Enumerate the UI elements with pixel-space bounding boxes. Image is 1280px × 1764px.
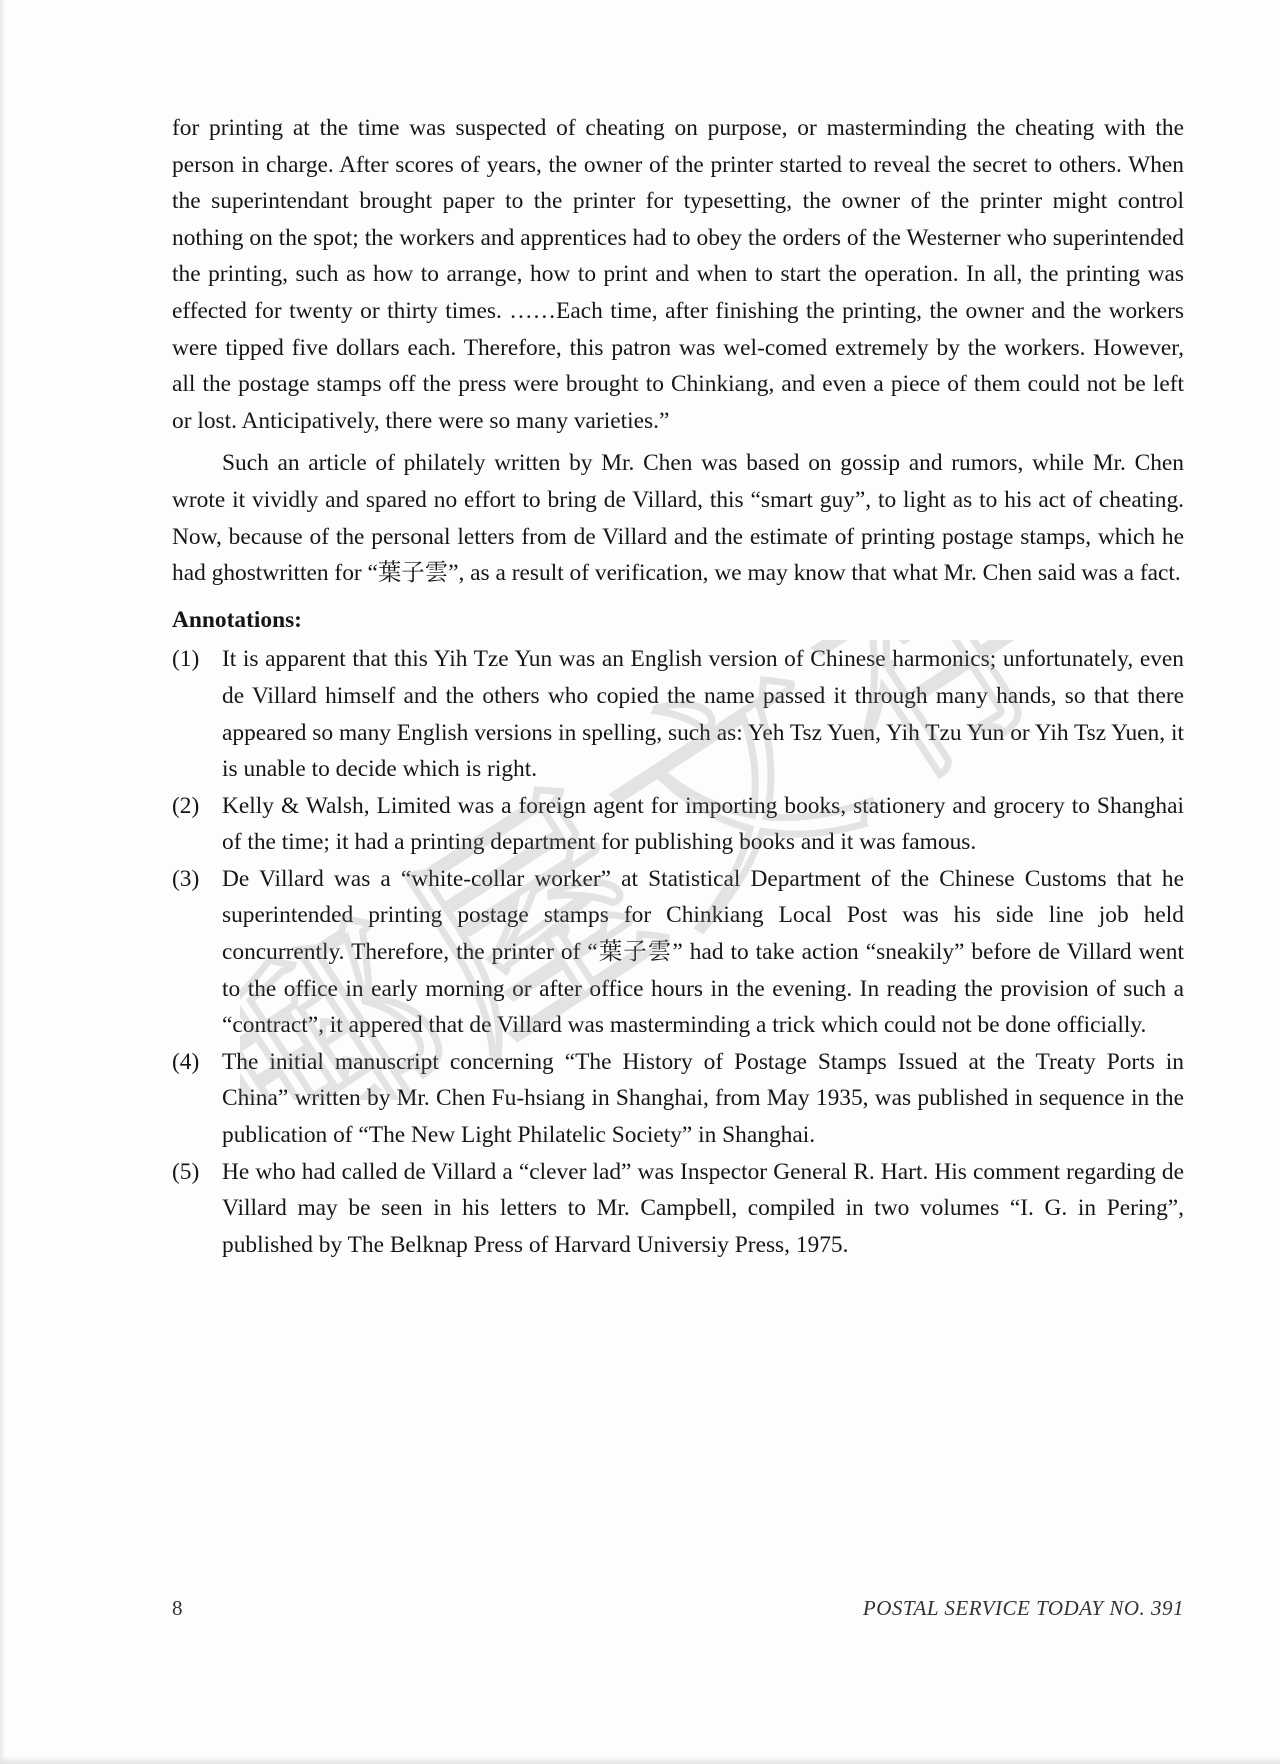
annotation-text: It is apparent that this Yih Tze Yun was an English version of Chinese harmonics; unfortunately, even de Villard himself and the others who copied the name passed it through many hands, so that there appeared so many English versions in spelling, such as: Yeh Tsz Yuen, Yih Tzu Yun or Yih Tsz Yuen, it is unable to decide which is right. [222, 646, 1184, 783]
page-edge-shadow [0, 0, 6, 1764]
annotation-item [172, 641, 1184, 787]
annotation-text: He who had called de Villard a “clever lad” was Inspector General R. Hart. His comment regarding de Villard may be seen in his letters to Mr. Campbell, compiled in two volumes “I. G. in Pering”, published by The Belknap Press of Harvard Universiy Press, 1975. [222, 1158, 1184, 1258]
annotation-text: Kelly & Walsh, Limited was a foreign agent for importing books, stationery and grocery to Shanghai of the time; it had a printing department for publishing books and it was famous. [222, 792, 1184, 856]
page-number: 8 [172, 1596, 183, 1620]
body-paragraph-2: Such an article of philately written by Mr. Chen was based on gossip and rumors, while Mr. Chen wrote it vividly and spared no effort to bring de Villard, this “smart guy”, to light as to his act of cheating. Now, because of the personal letters from de Villard and the estimate of printing postage stamps, which he had ghostwritten for “葉子雲”, as a result of verification, we may know that what Mr. Chen said was a fact. [172, 450, 1184, 587]
annotation-item [172, 788, 1184, 861]
annotation-text: The initial manuscript concerning “The History of Postage Stamps Issued at the Treaty Ports in China” written by Mr. Chen Fu-hsiang in Shanghai, from May 1935, was published in sequence in the publication of “The New Light Philatelic Society” in Shanghai. [222, 1048, 1184, 1149]
publication-title: POSTAL SERVICE TODAY NO. 391 [862, 1596, 1184, 1620]
annotations-heading: Annotations: [172, 606, 302, 633]
annotation-number: (4) [172, 1048, 200, 1075]
annotation-number: (5) [172, 1158, 200, 1185]
body-paragraph-1: for printing at the time was suspected of cheating on purpose, or masterminding the cheating with the person in charge. After scores of years, the owner of the printer started to reveal the secret to others. When the superintendant brought paper to the printer for typesetting, the owner of the printer might control nothing on the spot; the workers and apprentices had to obey the orders of the Westerner who superintended the printing, such as how to arrange, how to print and when to start the operation. In all, the printing was effected for twenty or thirty times. ……Each time, after finishing the printing, the owner and the workers were tipped five dollars each. Therefore, this patron was wel-comed extremely by the workers. However, all the postage stamps off the press were brought to Chinkiang, and even a piece of them could not be left or lost. Anticipatively, there were so many varieties.” [172, 115, 1184, 434]
annotations-list [172, 641, 1184, 1263]
page-edge-shadow-bottom [0, 1756, 1280, 1764]
annotation-text: De Villard was a “white-collar worker” at Statistical Department of the Chinese Customs that he superintended printing postage stamps for Chinkiang Local Post was his side line job held concurrently. Therefore, the printer of “葉子雲” had to take action “sneakily” before de Villard went to the office in early morning or after office hours in the evening. In reading the provision of such a “contract”, it appered that de Villard was masterminding a trick which could not be done officially. [222, 865, 1184, 1039]
document-page [172, 110, 1184, 1263]
annotation-number: (2) [172, 792, 200, 819]
annotation-number: (1) [172, 646, 200, 673]
annotation-item [172, 1154, 1184, 1264]
annotation-item [172, 861, 1184, 1044]
annotation-number: (3) [172, 865, 200, 892]
watermark-text: 郵屋文存 [240, 640, 1060, 1100]
annotation-item [172, 1044, 1184, 1154]
